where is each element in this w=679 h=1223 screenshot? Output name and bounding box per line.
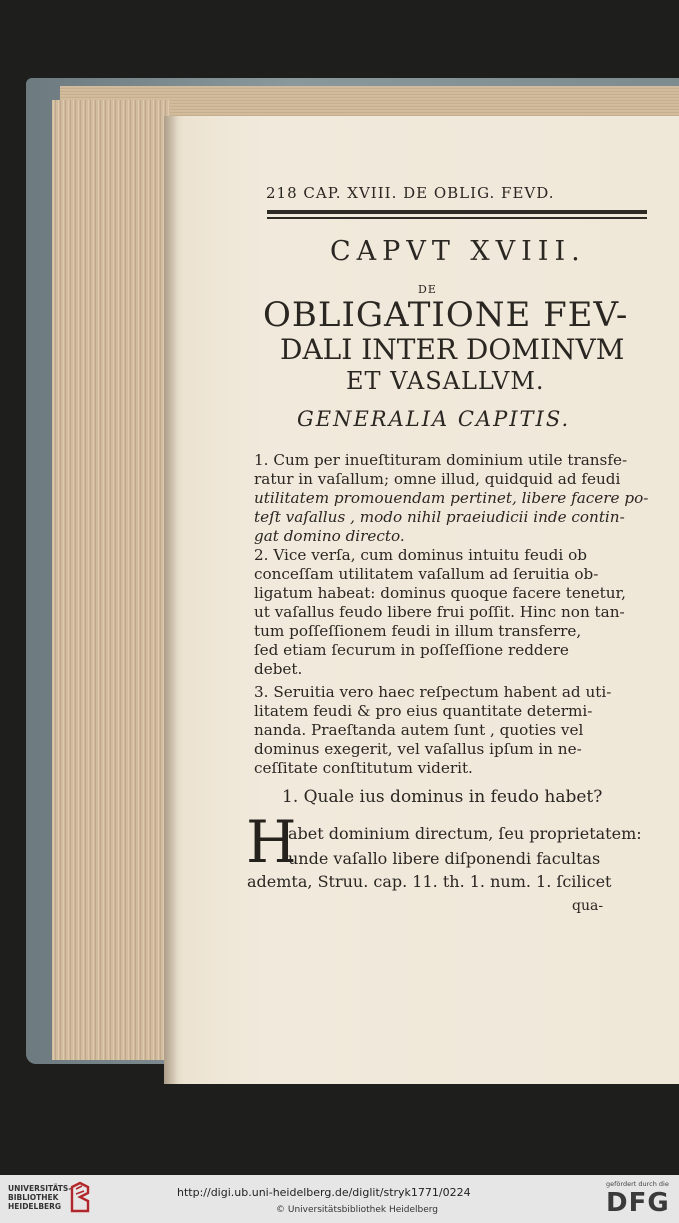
permalink-url[interactable]: http://digi.ub.uni-heidelberg.de/diglit/stryk1771/0224 bbox=[177, 1186, 471, 1199]
chapter-title-line-2: DALI INTER DOMINVM bbox=[280, 333, 625, 366]
summary-line: gat domino directo. bbox=[254, 527, 405, 545]
summary-line: ut vaſallus feudo libere frui poſſit. Hinc non tan- bbox=[254, 603, 625, 621]
chapter-title-line-3: ET VASALLVM. bbox=[346, 367, 545, 395]
section-question: 1. Quale ius dominus in feudo habet? bbox=[282, 787, 603, 807]
dfg-logo[interactable]: DFG bbox=[606, 1188, 670, 1218]
header-rule-thin bbox=[267, 217, 647, 219]
summary-line: 2. Vice verſa, cum dominus intuitu feudi ob bbox=[254, 546, 587, 564]
summary-line: ratur in vaſallum; omne illud, quidquid ad feudi bbox=[254, 470, 621, 488]
body-line: unde vaſallo libere diſponendi facultas bbox=[288, 849, 601, 868]
viewer-footer bbox=[0, 1175, 679, 1223]
summary-line: utilitatem promouendam pertinet, libere facere po- bbox=[254, 489, 649, 507]
summary-line: tum poſſeſſionem feudi in illum transferre, bbox=[254, 622, 582, 640]
summary-line: 1. Cum per inueſtituram dominium utile transfe- bbox=[254, 451, 628, 469]
copyright-notice: © Universitätsbibliothek Heidelberg bbox=[276, 1205, 439, 1215]
summary-line: conceſſam utilitatem vaſallum ad ſeruitia ob- bbox=[254, 565, 599, 583]
chapter-title-line-1: OBLIGATIONE FEV- bbox=[263, 295, 629, 335]
summary-line: ceſſitate conſtitutum viderit. bbox=[254, 759, 473, 777]
running-header: 218 CAP. XVIII. DE OBLIG. FEVD. bbox=[266, 184, 555, 202]
body-line: ademta, Struu. cap. 11. th. 1. num. 1. ſcilicet bbox=[247, 872, 612, 891]
chapter-de: DE bbox=[418, 283, 437, 296]
header-rule-thick bbox=[267, 210, 647, 214]
summary-line: dominus exegerit, vel vaſallus ipſum in ne- bbox=[254, 740, 582, 758]
chapter-heading: CAPVT XVIII. bbox=[330, 236, 586, 267]
drop-capital: H bbox=[246, 808, 297, 876]
summary-line: ligatum habeat: dominus quoque facere tenetur, bbox=[254, 584, 626, 602]
summary-line: debet. bbox=[254, 660, 303, 678]
summary-line: 3. Seruitia vero haec reſpectum habent ad uti- bbox=[254, 683, 612, 701]
summary-line: nanda. Praeſtanda autem ſunt , quoties vel bbox=[254, 721, 584, 739]
page-fore-edges bbox=[52, 100, 170, 1060]
gutter-shadow bbox=[164, 116, 178, 1084]
summary-line: teſt vaſallus , modo nihil praeiudicii inde contin- bbox=[254, 508, 625, 526]
summary-line: ſed etiam ſecurum in poſſeſſione reddere bbox=[254, 641, 569, 659]
library-logo-icon[interactable] bbox=[68, 1181, 94, 1215]
catchword: qua- bbox=[572, 898, 604, 914]
sponsor-note: gefördert durch die bbox=[606, 1180, 669, 1188]
summary-line: litatem feudi & pro eius quantitate determi- bbox=[254, 702, 593, 720]
library-logo-text[interactable]: UNIVERSITÄTS- BIBLIOTHEK HEIDELBERG bbox=[8, 1184, 72, 1211]
chapter-subtitle: GENERALIA CAPITIS. bbox=[297, 407, 571, 431]
body-line: abet dominium directum, ſeu proprietatem: bbox=[288, 824, 642, 843]
